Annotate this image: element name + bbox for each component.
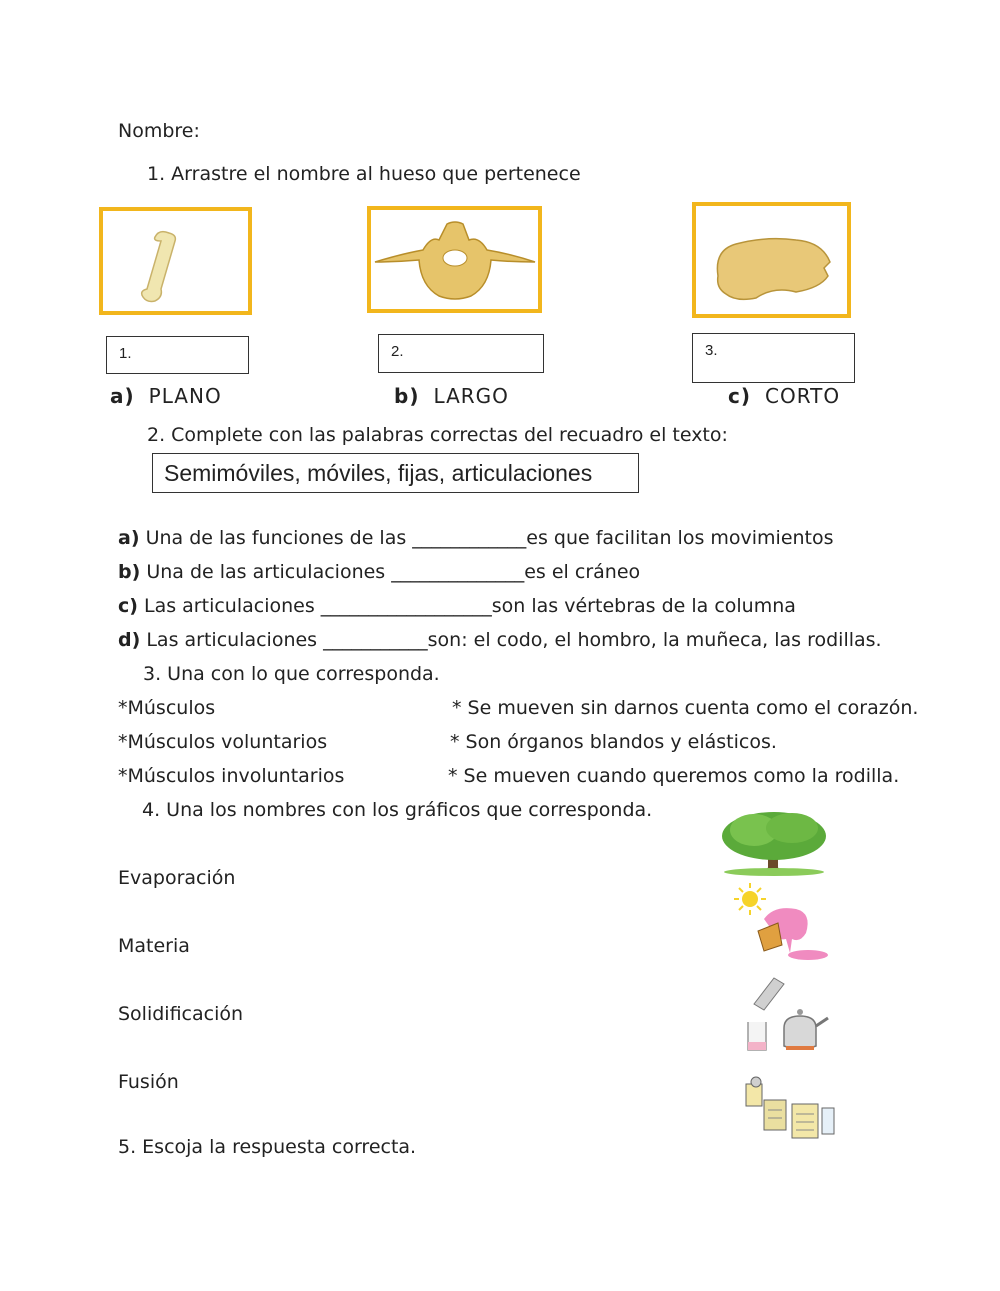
q3-title: 3. Una con lo que corresponda. [143,663,440,685]
tree-icon[interactable] [718,808,830,878]
item-text: Las articulaciones __________________son las vértebras de la columna [144,595,796,617]
short-bone-image [692,202,851,318]
boiling-kettle-icon[interactable] [740,974,830,1056]
drop-box-1[interactable]: 1. [106,336,249,374]
item-key: c) [118,595,138,617]
item-key: b) [118,561,141,583]
q4-term-materia[interactable]: Materia [118,935,190,957]
q3-right-2[interactable]: * Son órganos blandos y elásticos. [450,731,777,753]
q4-term-solidificacion[interactable]: Solidificación [118,1003,244,1025]
ice-cubes-icon[interactable] [742,1074,840,1144]
option-key: b) [394,384,420,408]
item-text: Una de las funciones de las ____________es que facilitan los movimientos [145,527,834,549]
option-key: a) [110,384,135,408]
option-label: CORTO [765,384,841,408]
q3-left-1[interactable]: *Músculos [118,697,216,719]
irregular-bone-icon [696,206,847,314]
vertebra-icon [371,210,538,309]
option-corto[interactable] [728,384,840,408]
q3-right-1[interactable]: * Se mueven sin darnos cuenta como el corazón. [452,697,919,719]
melting-icecream-sun-icon[interactable] [734,883,832,963]
q1-title: 1. Arrastre el nombre al hueso que pertenece [147,163,581,185]
option-label: LARGO [433,384,509,408]
option-plano[interactable] [110,384,222,408]
q4-term-evaporacion[interactable]: Evaporación [118,867,236,889]
item-key: d) [118,629,141,651]
name-label: Nombre: [118,120,200,142]
item-text: Las articulaciones ___________son: el codo, el hombro, la muñeca, las rodillas. [146,629,882,651]
q3-right-3[interactable]: * Se mueven cuando queremos como la rodilla. [448,765,900,787]
option-largo[interactable] [394,384,509,408]
word-bank: Semimóviles, móviles, fijas, articulaciones [152,453,639,493]
option-key: c) [728,384,751,408]
long-bone-image [99,207,252,315]
q2-item-a[interactable] [118,527,834,549]
drop-box-2[interactable]: 2. [378,334,544,373]
item-key: a) [118,527,140,549]
flat-vertebra-image [367,206,542,313]
item-text: Una de las articulaciones ______________es el cráneo [146,561,641,583]
q2-item-c[interactable] [118,595,796,617]
long-bone-icon [103,211,248,311]
option-label: PLANO [148,384,222,408]
q4-title: 4. Una los nombres con los gráficos que corresponda. [142,799,653,821]
q2-title: 2. Complete con las palabras correctas del recuadro el texto: [147,424,728,446]
q3-left-3[interactable]: *Músculos involuntarios [118,765,345,787]
q3-left-2[interactable]: *Músculos voluntarios [118,731,328,753]
q4-term-fusion[interactable]: Fusión [118,1071,179,1093]
q2-item-b[interactable] [118,561,640,583]
q2-item-d[interactable] [118,629,882,651]
q5-title: 5. Escoja la respuesta correcta. [118,1136,417,1158]
drop-box-3[interactable]: 3. [692,333,855,383]
